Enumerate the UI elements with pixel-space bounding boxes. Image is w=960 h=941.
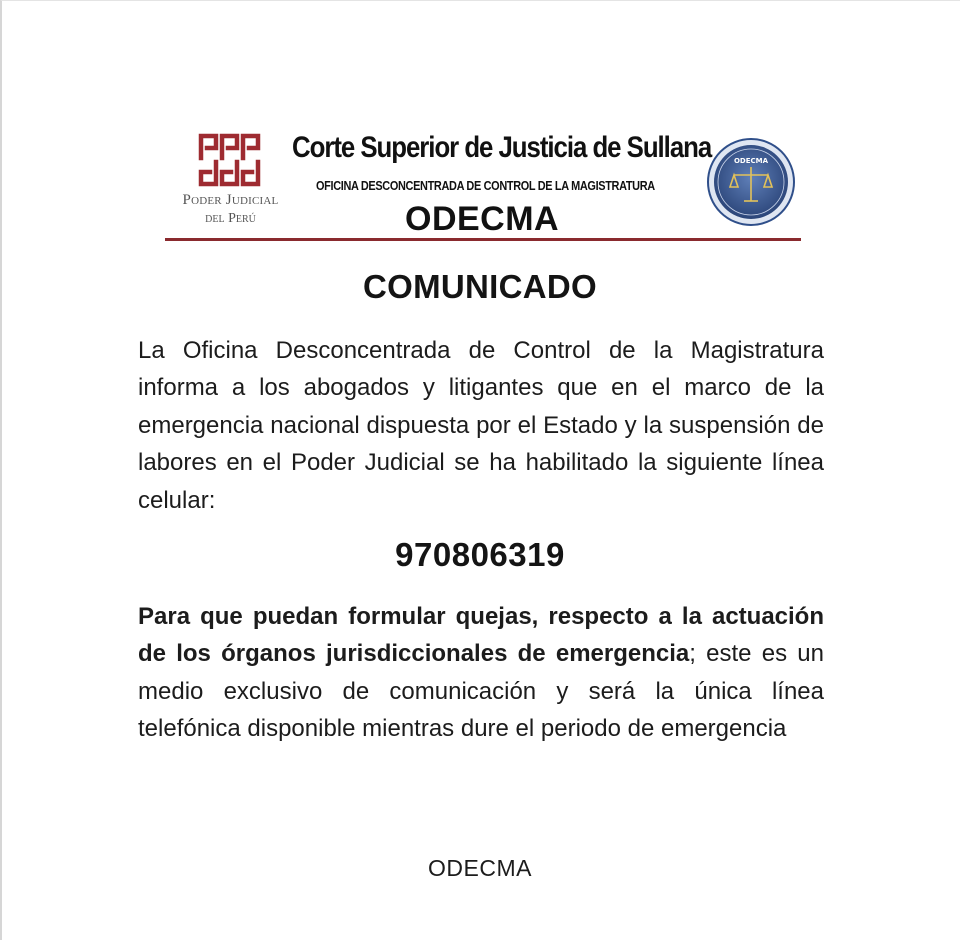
- paragraph-purpose-bold: Para que puedan formular quejas, respecto a la actuación de los órganos jurisdiccionales de emergencia: [138, 603, 824, 668]
- court-title: Corte Superior de Justicia de Sullana: [292, 131, 712, 164]
- paragraph-purpose: [138, 598, 824, 748]
- signature: ODECMA: [428, 855, 532, 881]
- seal-center-text: ODECMA: [733, 157, 769, 165]
- poder-judicial-emblem-icon: [198, 132, 262, 188]
- phone-number: 970806319: [395, 536, 565, 573]
- poder-judicial-logo: [168, 130, 293, 240]
- logo-line-1: Poder Judicial: [182, 192, 279, 208]
- odecma-seal-icon: [706, 137, 796, 227]
- document-heading: COMUNICADO: [363, 268, 597, 305]
- header-divider: [165, 238, 801, 241]
- paragraph-intro: La Oficina Desconcentrada de Control de la Magistratura informa a los abogados y litigantes que en el marco de la emergencia nacional dispuesta por el Estado y la suspensión de labores en el Poder Judicial se ha habilitado la siguiente línea celular:: [138, 337, 824, 514]
- court-acronym: ODECMA: [405, 200, 560, 238]
- logo-line-2: del Perú: [205, 211, 256, 227]
- paragraph-purpose-rest: ; este es un medio exclusivo de comunicación y será la única línea telefónica disponible mientras dure el periodo de emergencia: [138, 640, 824, 743]
- court-subtitle: OFICINA DESCONCENTRADA DE CONTROL DE LA MAGISTRATURA: [316, 178, 655, 193]
